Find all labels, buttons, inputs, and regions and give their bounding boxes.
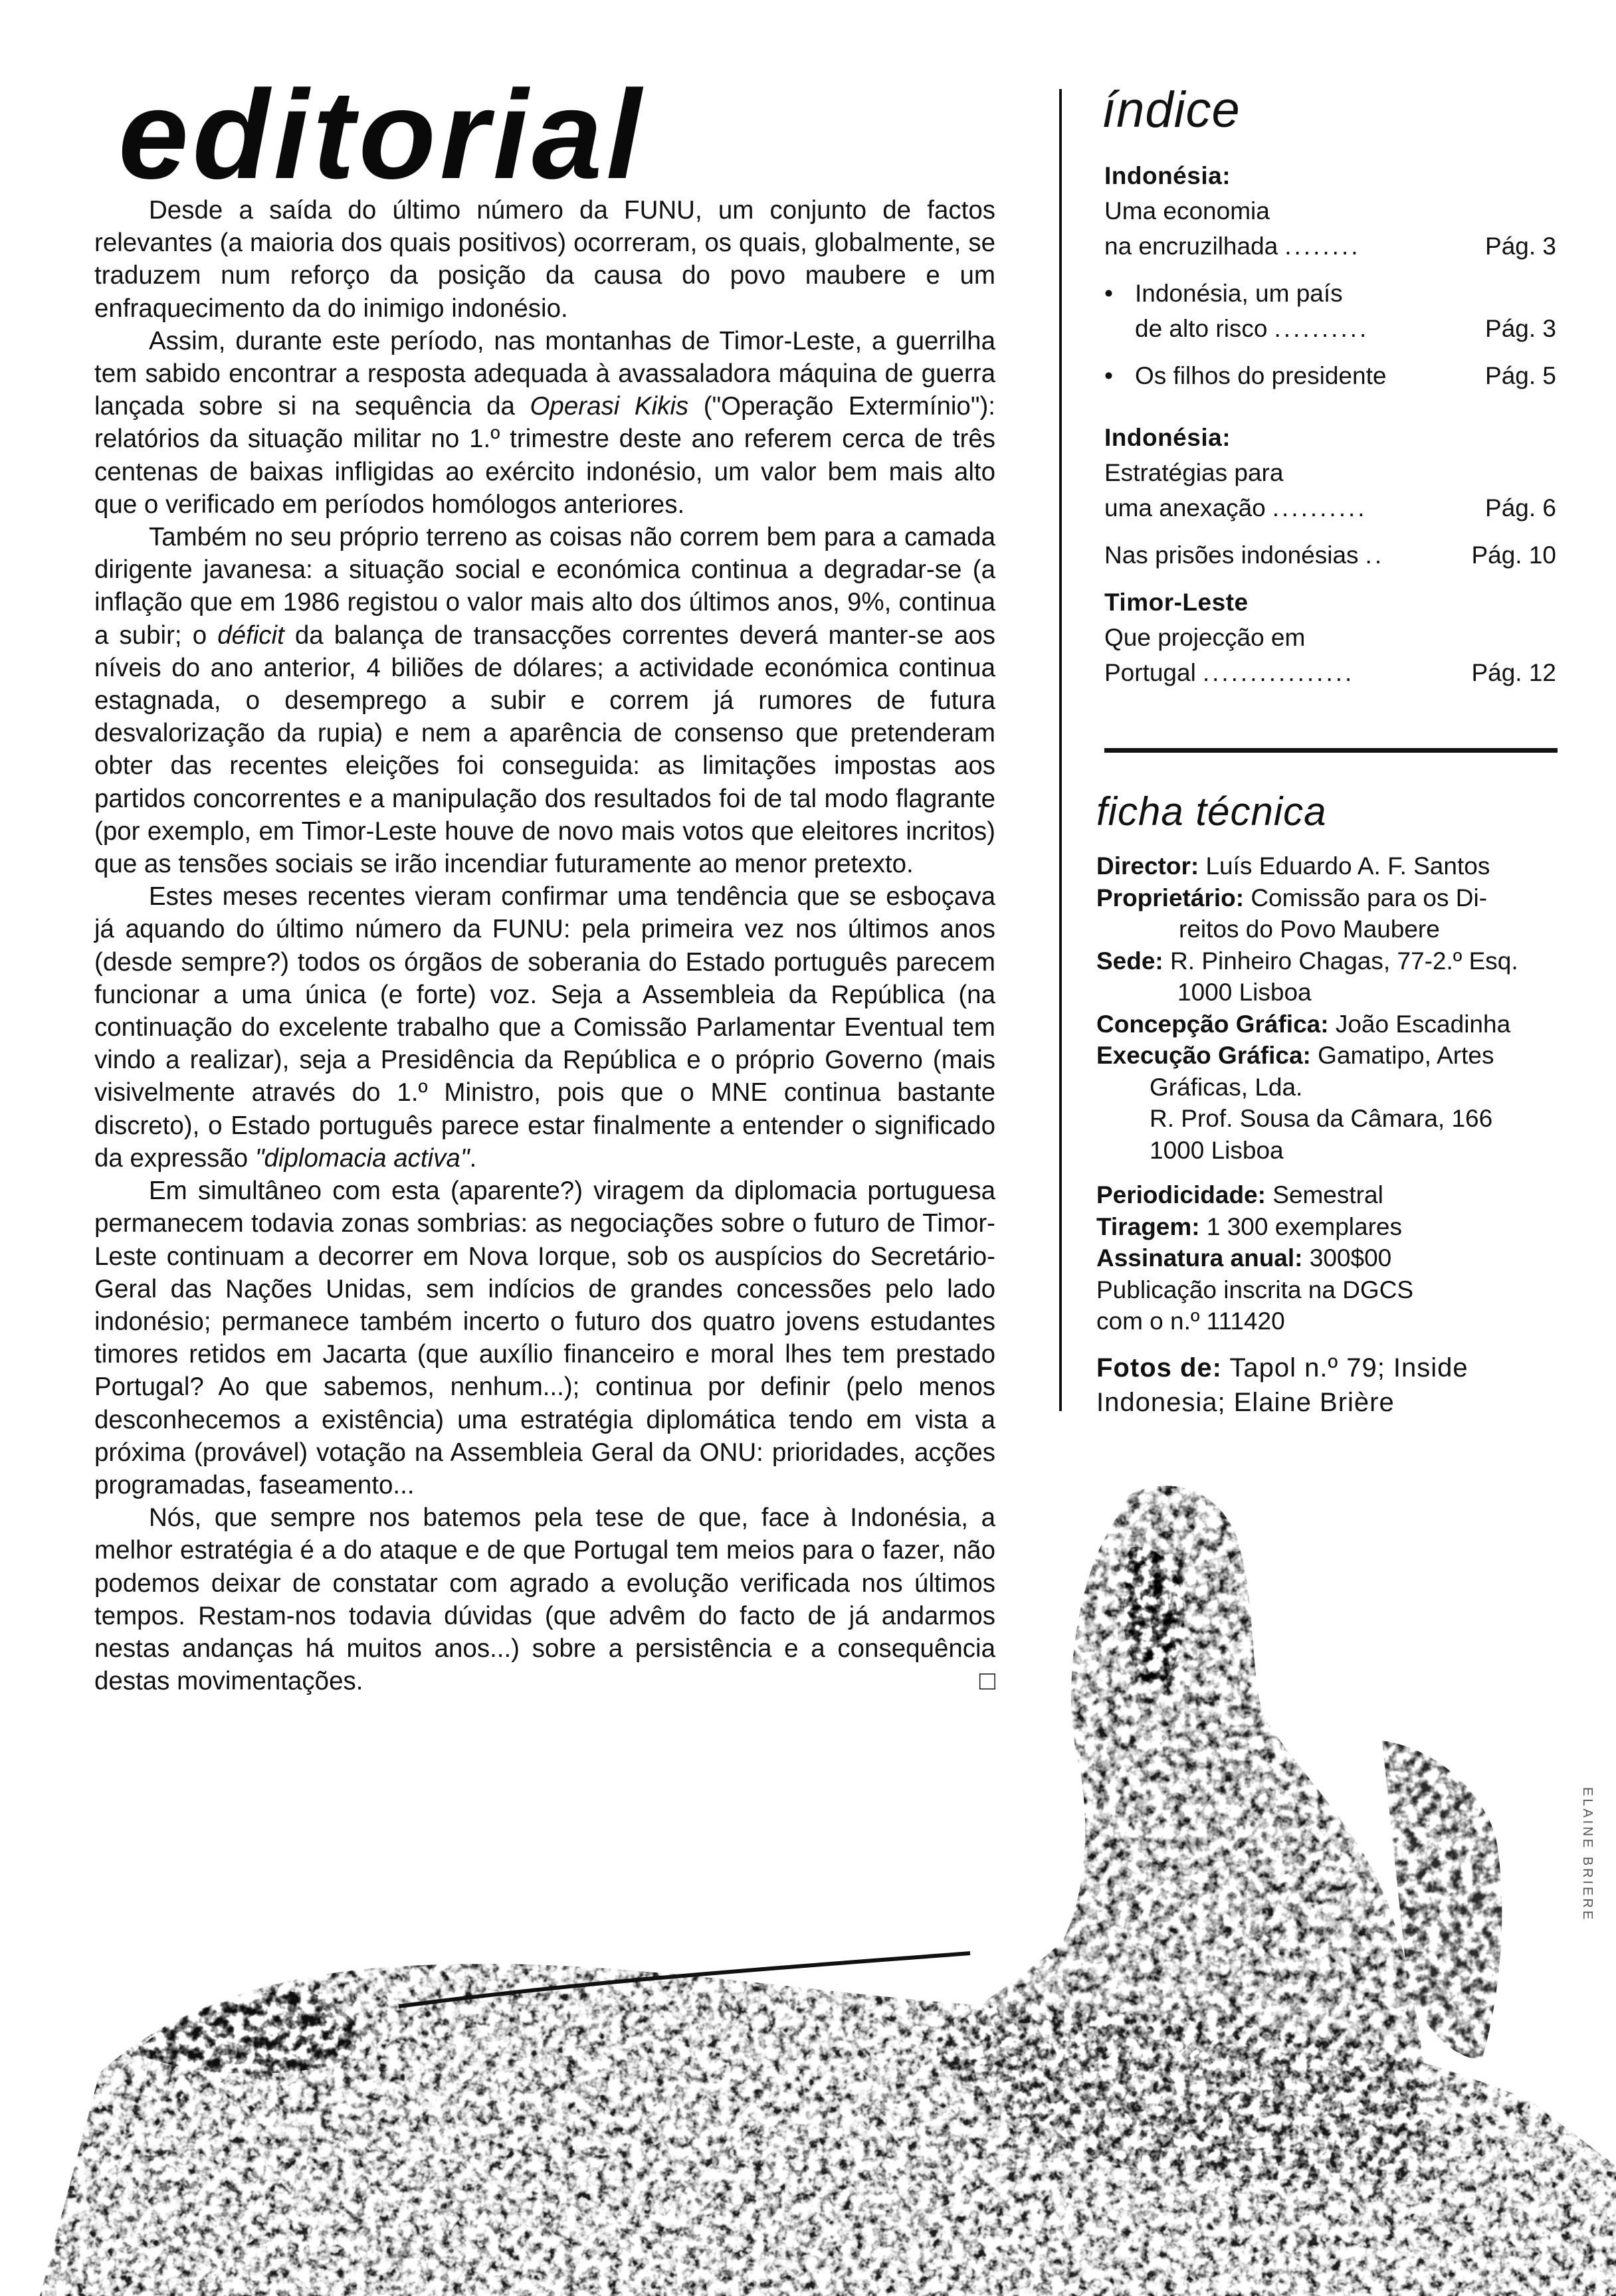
paragraph-text: . [469,1143,477,1173]
toc-entry-text: na encruzilhada [1104,233,1278,260]
toc-leader: .......... [1274,315,1369,342]
toc-page-number: Pág. 3 [1485,233,1556,260]
emphasis: déficit [217,621,284,650]
index-title: índice [1102,82,1241,138]
toc-leader: .......... [1272,494,1367,522]
toc-entry-text: Portugal [1104,659,1196,686]
editorial-paragraph: Desde a saída do último número da FUNU, um conjunto de factos relevantes (a maioria dos quais positivos) ocorreram, os quais, globalmente, se traduzem num reforço da posição da causa do povo maubere e um enfraquecimento da do inimigo indonésio. [94,196,995,323]
colophon-line: Publicação inscrita na DGCS [1096,1276,1414,1303]
colophon-value: Luís Eduardo A. F. Santos [1199,852,1490,880]
photo-credit: ELAINE BRIERE [1580,1787,1595,1923]
toc-entry-line [1135,311,1556,346]
column-divider [1059,89,1062,1411]
toc-entry-line [1104,655,1556,690]
colophon-value: Tapol n.º 79; Inside [1221,1353,1468,1383]
toc-heading: Indonésia: [1104,424,1231,451]
table-of-contents [1104,158,1556,690]
toc-entry-text: Nas prisões indonésias [1104,541,1359,569]
toc-section [1104,585,1556,690]
editorial-paragraph [94,521,995,880]
toc-entry-text: Os filhos do presidente [1135,362,1387,389]
toc-entry-text: de alto risco [1135,315,1268,342]
colophon-line [1096,1179,1562,1211]
toc-entry-text: uma anexação [1104,494,1266,522]
toc-page-number: Pág. 5 [1485,362,1556,389]
colophon-label: Assinatura anual: [1096,1244,1303,1272]
colophon-line: Gráficas, Lda. [1150,1073,1303,1101]
colophon-value: João Escadinha [1328,1010,1511,1038]
editorial-paragraph [94,880,995,1175]
bullet-icon: • [1104,280,1113,307]
page-title: editorial [118,64,646,205]
paragraph-text: Nós, que sempre nos batemos pela tese de que, face à Indonésia, a melhor estratégia é a do ataque e de que Portugal tem meios para o fazer, não podemos deixar de constatar com agrado a evolução verificada nos últimos tempos. Restam-nos todavia dúvidas (que advêm do facto de já andarmos nestas andanças há muitos anos...) sobre a persistência e a consequência destas movimentações. [94,1503,995,1696]
colophon-line: com o n.º 111420 [1096,1307,1285,1335]
colophon-label: Concepção Gráfica: [1096,1010,1329,1038]
toc-entry-line: Que projecção em [1104,624,1306,651]
toc-section [1104,158,1556,264]
colophon-line: reitos do Povo Maubere [1179,915,1440,943]
toc-page-number: Pág. 3 [1485,315,1556,342]
paragraph-text: Assim, durante este período, nas montanhas de Timor-Leste, a guerrilha tem sabido encontrar a resposta adequada à avassaladora máquina de guerra lançada sobre si na sequência da [94,326,995,421]
editorial-paragraph: Em simultâneo com esta (aparente?) viragem da diplomacia portuguesa permanecem todavia zonas sombrias: as negociações sobre o futuro de Timor-Leste continuam a decorrer em Nova Iorque, sob os auspícios do Secretário-Geral das Nações Unidas, sem indícios de grandes concessões pelo lado indonésio; permanece também incerto o futuro dos quatro jovens estudantes timores retidos em Jacarta (que auxílio financeiro e moral lhes tem prestado Portugal? Ao que sabemos, nenhum...); continua por definir (pelo menos desconhecemos a existência) uma estratégia diplomática tendo em vista a próxima (provável) votação na Assembleia Geral da ONU: prioridades, acções programadas, faseamento... [94,1177,995,1499]
emphasis: "diplomacia activa" [254,1143,470,1173]
colophon-label: Fotos de: [1096,1353,1222,1383]
colophon-line [1096,1040,1562,1072]
colophon-value: 1 300 exemplares [1199,1212,1402,1240]
toc-page-number: Pág. 6 [1485,494,1556,522]
toc-entry-line [1104,537,1556,573]
colophon-label: Execução Gráfica: [1096,1042,1311,1069]
editorial-paragraph [94,325,995,521]
toc-bullet-entry [1104,276,1556,346]
photo-woman-on-rocky-ground [0,1462,1616,2296]
colophon-label: Tiragem: [1096,1212,1200,1240]
colophon-line [1096,1211,1562,1243]
colophon-value: 300$00 [1302,1244,1392,1272]
toc-leader: ........ [1284,233,1361,260]
toc-entry-line [1104,229,1556,264]
colophon-line: 1000 Lisboa [1177,979,1312,1006]
toc-heading: Indonésia: [1104,162,1231,189]
toc-heading: Timor-Leste [1104,589,1249,616]
bullet-icon: • [1104,362,1113,389]
toc-bullet-entry [1104,358,1556,393]
end-mark-icon: □ [979,1666,995,1696]
colophon-line [1096,1242,1562,1274]
colophon-line: Indonesia; Elaine Brière [1096,1387,1395,1417]
toc-leader: .. [1365,541,1385,569]
paragraph-text: Também no seu próprio terreno as coisas não correm bem para a camada dirigente javanesa: a situação social e económica continua a degradar-se (a inflação que em 1986 registou o valor mais alto dos últimos anos, 9%, continua a subir; o [94,523,995,650]
colophon-value: Semestral [1265,1181,1383,1208]
colophon-line [1096,882,1562,914]
toc-entry-line: Estratégias para [1104,459,1284,486]
colophon-value: Gamatipo, Artes [1310,1042,1494,1069]
colophon [1096,850,1562,1420]
paragraph-text: da balança de transacções correntes deverá manter-se aos níveis do ano anterior, 4 biliões de dólares; a actividade económica continua estagnada, o desemprego a subir e correm já rumores de futura desvalorização da rupia) e nem a aparência de consenso que pretenderam obter das recentes eleições foi conseguida: as limitações impostas aos partidos concorrentes e a manipulação dos resultados foi de tal modo flagrante (por exemplo, em Timor-Leste houve de novo mais votos que eleitores incritos) que as tensões sociais se irão incendiar futuramente ao menor pretexto. [94,621,995,879]
section-divider [1104,748,1558,753]
colophon-line: 1000 Lisboa [1150,1136,1284,1164]
paragraph-text: Estes meses recentes vieram confirmar uma tendência que se esboçava já aquando do último número da FUNU: pela primeira vez nos últimos anos (desde sempre?) todos os órgãos de soberania do Estado português parecem funcionar a uma única (e forte) voz. Seja a Assembleia da República (na continuação do excelente trabalho que a Comissão Parlamentar Eventual tem vindo a realizar), seja a Presidência da República e o próprio Governo (mais visivelmente através do 1.º Ministro, pois que o MNE continua bastante discreto), o Estado português parece estar finalmente a entender o significado da expressão [94,882,995,1173]
paragraph-text: ("Operação Extermínio"): relatórios da situação militar no 1.º trimestre deste ano referem cerca de três centenas de baixas infligidas ao exército indonésio, um valor bem mais alto que o verificado em períodos homólogos anteriores. [94,392,996,519]
toc-entry-line [1104,490,1556,526]
colophon-label: Sede: [1096,947,1163,975]
colophon-line [1096,1351,1562,1385]
emphasis: Operasi Kikis [530,392,689,421]
colophon-title: ficha técnica [1096,789,1327,834]
toc-entry-line [1135,358,1556,393]
toc-page-number: Pág. 10 [1471,541,1556,569]
colophon-value: Comissão para os Di- [1244,884,1488,911]
toc-entry-line: Uma economia [1104,197,1270,225]
toc-leader: ................ [1202,659,1355,686]
colophon-label: Director: [1096,852,1199,880]
toc-entry-line: Indonésia, um país [1135,280,1343,307]
colophon-label: Periodicidade: [1096,1181,1266,1208]
colophon-value: R. Pinheiro Chagas, 77-2.º Esq. [1163,947,1518,975]
toc-page-number: Pág. 12 [1471,659,1556,686]
colophon-line [1096,945,1562,977]
colophon-line [1096,850,1562,882]
colophon-line [1096,1008,1562,1040]
toc-section [1104,420,1556,526]
colophon-label: Proprietário: [1096,884,1245,911]
colophon-line: R. Prof. Sousa da Câmara, 166 [1150,1105,1493,1132]
